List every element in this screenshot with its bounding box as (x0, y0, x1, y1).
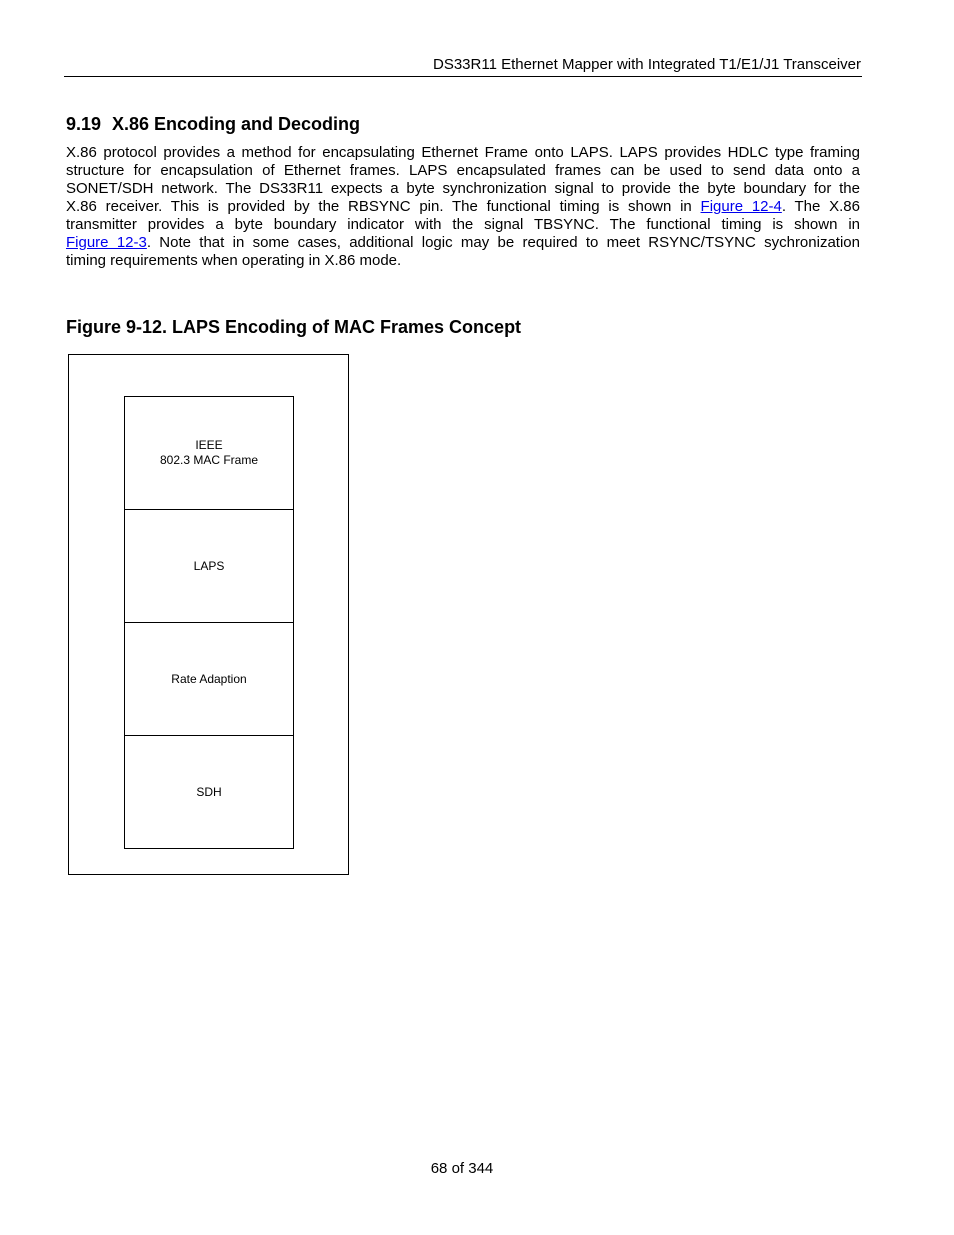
body-paragraph (66, 144, 860, 270)
section-title: X.86 Encoding and Decoding (112, 114, 361, 134)
paragraph-line (66, 198, 860, 216)
page-number: 68 of 344 (430, 1160, 494, 1177)
paragraph-text: . Note that in some cases, additional logic may be required to meet RSYNC/TSYNC sychronization (146, 234, 860, 251)
paragraph-line: transmitter provides a byte boundary indicator with the signal TBSYNC. The functional timing is shown in (66, 216, 860, 233)
paragraph-text: X.86 receiver. This is provided by the RBSYNC pin. The functional timing is shown in (66, 198, 701, 215)
paragraph-line: timing requirements when operating in X.86 mode. (66, 252, 402, 269)
paragraph-line: X.86 protocol provides a method for encapsulating Ethernet Frame onto LAPS. LAPS provides HDLC type framing (66, 144, 860, 161)
figure-caption: Figure 9-12. LAPS Encoding of MAC Frames Concept (66, 317, 522, 337)
section-heading (66, 113, 360, 135)
layer-laps (125, 510, 293, 623)
paragraph-line: SONET/SDH network. The DS33R11 expects a byte synchronization signal to provide the byte boundary for the (66, 180, 860, 197)
paragraph-line (66, 234, 860, 252)
layer-rate-adaption (125, 623, 293, 736)
header-divider (64, 76, 862, 77)
figure-12-4-link[interactable]: Figure 12-4 (700, 198, 782, 215)
paragraph-text: . The X.86 (781, 198, 860, 215)
section-number: 9.19 (66, 114, 102, 134)
paragraph-line: structure for encapsulation of Ethernet frames. LAPS encapsulated frames can be used to send data onto a (66, 162, 860, 179)
layer-sdh (125, 736, 293, 848)
layer-label: SDH (196, 784, 222, 799)
layer-label: IEEE 802.3 MAC Frame (159, 438, 259, 467)
figure-12-3-link[interactable]: Figure 12-3 (66, 234, 147, 251)
layer-label: Rate Adaption (171, 671, 247, 686)
protocol-stack-diagram (124, 396, 294, 849)
layer-label: LAPS (193, 558, 225, 573)
document-header-title: DS33R11 Ethernet Mapper with Integrated T1/E1/J1 Transceiver (432, 56, 861, 73)
layer-mac-frame (125, 397, 293, 510)
